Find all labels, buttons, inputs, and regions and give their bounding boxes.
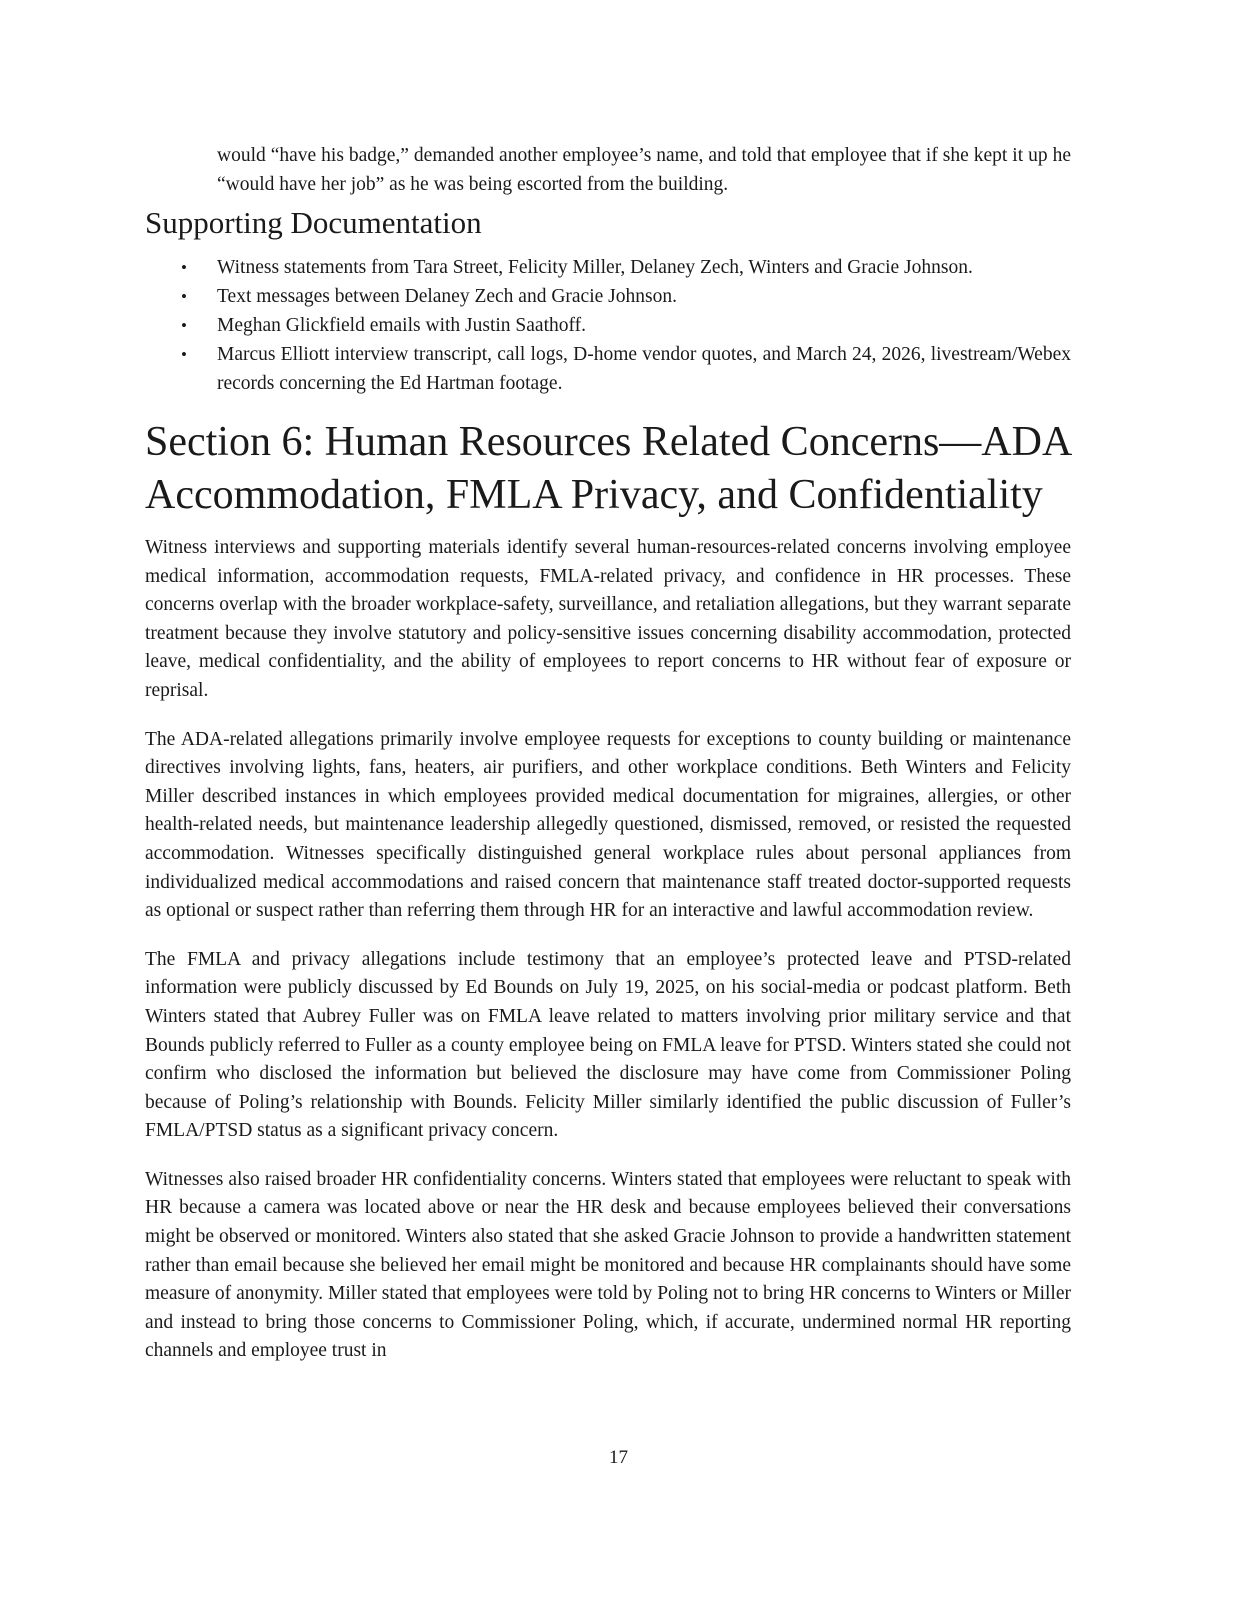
list-item-text: Meghan Glickfield emails with Justin Saathoff. [217,315,586,336]
supporting-documentation-heading: Supporting Documentation [145,205,482,240]
bullet-icon: • [181,316,187,335]
bullet-icon: • [181,258,187,277]
list-item-text: Text messages between Delaney Zech and Gracie Johnson. [217,286,677,307]
list-item [145,282,1071,311]
body-paragraph: The ADA-related allegations primarily involve employee requests for exceptions to county building or maintenance directives involving lights, fans, heaters, air purifiers, and other workplace conditions. Beth Winters and Felicity Miller described instances in which employees provided medical documentation for migraines, allergies, or other health-related needs, but maintenance leadership allegedly questioned, dismissed, removed, or resisted the requested accommodation. Witnesses specifically distinguished general workplace rules about personal appliances from individualized medical accommodations and raised concern that maintenance staff treated doctor-supported requests as optional or suspect rather than referring them through HR for an interactive and lawful accommodation review. [145,728,1071,922]
list-item [145,311,1071,340]
list-item [145,340,1071,398]
page-content [145,141,1071,1386]
bullet-icon: • [181,345,187,364]
body-paragraph: Witnesses also raised broader HR confidentiality concerns. Winters stated that employees were reluctant to speak with HR because a camera was located above or near the HR desk and because employees believed their conversations might be observed or monitored. Winters also stated that she asked Gracie Johnson to provide a handwritten statement rather than email because she believed her email might be monitored and because HR complainants should have some measure of anonymity. Miller stated that employees were told by Poling not to bring HR concerns to Winters or Miller and instead to bring those concerns to Commissioner Poling, which, if accurate, undermined normal HR reporting channels and employee trust in [145,1168,1071,1362]
supporting-documentation-list [145,253,1071,398]
page-number: 17 [609,1447,628,1468]
list-item [145,253,1071,282]
list-item-text: Witness statements from Tara Street, Felicity Miller, Delaney Zech, Winters and Gracie Johnson. [217,257,973,278]
bullet-icon: • [181,287,187,306]
body-paragraph: Witness interviews and supporting materials identify several human-resources-related concerns involving employee medical information, accommodation requests, FMLA-related privacy, and confidence in HR processes. These concerns overlap with the broader workplace-safety, surveillance, and retaliation allegations, but they warrant separate treatment because they involve statutory and policy-sensitive issues concerning disability accommodation, protected leave, medical confidentiality, and the ability of employees to report concerns to HR without fear of exposure or reprisal. [145,537,1071,701]
section-6-title: Section 6: Human Resources Related Concerns—ADA Accommodation, FMLA Privacy, and Confidentiality [145,419,1070,518]
continuation-paragraph: would “have his badge,” demanded another employee’s name, and told that employee that if she kept it up he “would have her job” as he was being escorted from the building. [217,145,1071,195]
list-item-text: Marcus Elliott interview transcript, call logs, D-home vendor quotes, and March 24, 2026, livestream/Webex records concerning the Ed Hartman footage. [217,344,1071,394]
body-paragraph: The FMLA and privacy allegations include testimony that an employee’s protected leave and PTSD-related information were publicly discussed by Ed Bounds on July 19, 2025, on his social-media or podcast platform. Beth Winters stated that Aubrey Fuller was on FMLA leave related to matters involving prior military service and that Bounds publicly referred to Fuller as a county employee being on FMLA leave for PTSD. Winters stated she could not confirm who disclosed the information but believed the disclosure may have come from Commissioner Poling because of Poling’s relationship with Bounds. Felicity Miller similarly identified the public discussion of Fuller’s FMLA/PTSD status as a significant privacy concern. [145,948,1072,1142]
